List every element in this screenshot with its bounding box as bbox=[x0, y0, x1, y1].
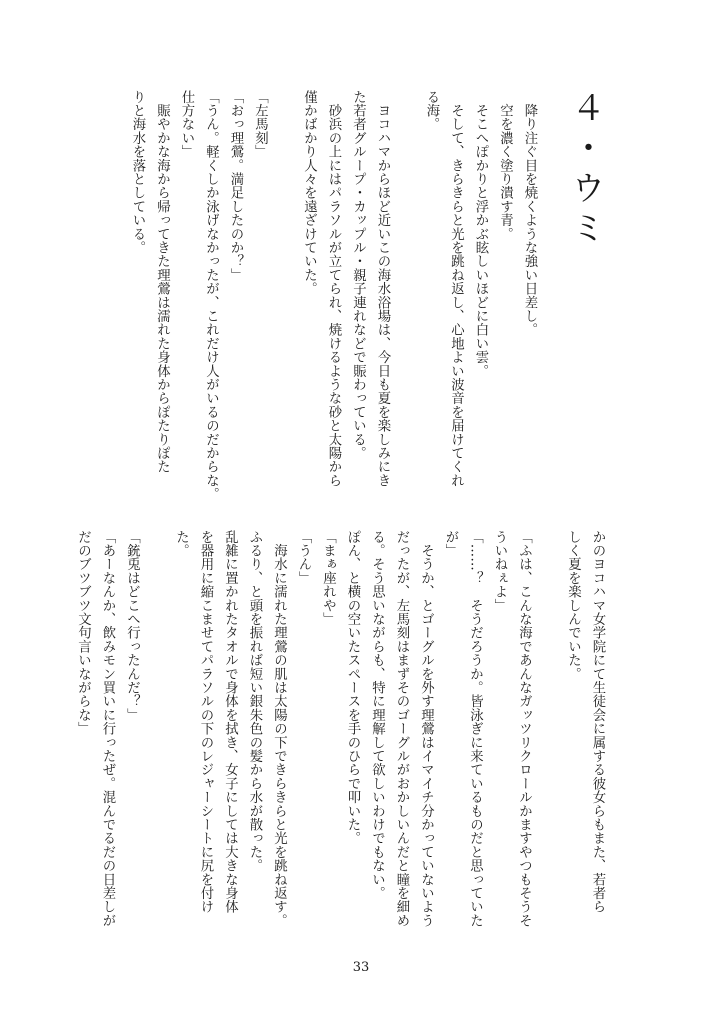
lower-text-line: 乱雑に置かれたタオルで身体を拭き、女子にしては大きな身体 bbox=[222, 530, 238, 914]
lower-text-line: 「まぁ座れや」 bbox=[320, 530, 336, 626]
upper-text-line: 砂浜の上にはパラソルが立てられ、焼けるような砂と太陽から bbox=[326, 90, 341, 488]
lower-text-line: ふるり、と頭を振れば短い銀朱色の髪から水が散った。 bbox=[247, 530, 262, 873]
lower-text-line: 「あーなんか、飲みモン買いに行ったぜ。混んでるだの日差しが bbox=[100, 530, 115, 928]
upper-text-line: 「左馬刻」 bbox=[252, 90, 268, 159]
upper-text-line: そして、きらきらと光を跳ね返し、心地よい波音を届けてくれ bbox=[448, 90, 464, 488]
lower-text-line: る。そう思いながらも、特に理解して欲しいわけでもない。 bbox=[369, 530, 385, 900]
lower-text-line: だったが、左馬刻はまずそのゴーグルがおかしいんだと瞳を細め bbox=[394, 530, 409, 928]
upper-text-line: 仕方ない」 bbox=[179, 90, 194, 159]
upper-text-line: 賑やかな海から帰ってきた理鶯は濡れた身体からぽたりぽた bbox=[154, 90, 170, 474]
lower-text-line: しく夏を楽しんでいた。 bbox=[565, 530, 581, 681]
chapter-title: ４・ウミ bbox=[565, 90, 605, 250]
upper-text-line: 僅かばかり人々を遠ざけていた。 bbox=[301, 90, 317, 296]
lower-text-line: かのヨコハマ女学院にて生徒会に属する彼女らもまた、若者ら bbox=[590, 530, 605, 914]
lower-text-line: 「……？ そうだろうか。皆泳ぎに来ているものだと思っていた bbox=[467, 530, 483, 928]
lower-text-line: を器用に縮こませてパラソルの下のレジャーシートに尻を付け bbox=[198, 530, 213, 914]
upper-text-line: 「うん。軽くしか泳げなかったが、これだけ人がいるのだからな。 bbox=[203, 90, 219, 501]
lower-text-line: た。 bbox=[173, 530, 189, 558]
lower-text-line: 海水に濡れた理鶯の肌は太陽の下できらきらと光を跳ね返す。 bbox=[271, 530, 287, 928]
upper-text-line: 降り注ぐ目を焼くような強い日差し。 bbox=[522, 90, 537, 337]
upper-text-line: ヨコハマからほど近いこの海水浴場は、今日も夏を楽しみにき bbox=[375, 90, 390, 488]
upper-text-line: 「おっ理鶯。満足したのか？」 bbox=[228, 90, 243, 282]
upper-text-line: る海。 bbox=[424, 90, 439, 132]
upper-text-line: りと海水を落としている。 bbox=[130, 90, 145, 255]
lower-text-line: ういねぇよ」 bbox=[492, 530, 507, 613]
upper-text-line: た若者グループ・カップル・親子連れなどで賑わっている。 bbox=[350, 90, 366, 460]
lower-text-line: そうか、とゴーグルを外す理鶯はイマイチ分かっていないよう bbox=[418, 530, 434, 928]
lower-text-line: が」 bbox=[443, 530, 458, 558]
page-number: 33 bbox=[352, 960, 370, 975]
lower-text-line: 「ふは、こんな海であんなガッツリクロールかますやつもそうそ bbox=[516, 530, 532, 928]
lower-text-line: 「銃兎はどこへ行ったんだ？」 bbox=[124, 530, 140, 722]
lower-text-line: ぽん、と横の空いたスペースを手のひらで叩いた。 bbox=[345, 530, 360, 846]
upper-text-line: 空を濃く塗り潰す青。 bbox=[497, 90, 513, 241]
lower-text-line: だのブツブツ文句言いながらな」 bbox=[75, 530, 91, 736]
upper-text-line: そこへぽかりと浮かぶ眩しいほどに白い雲。 bbox=[473, 90, 488, 378]
lower-text-line: 「うん」 bbox=[296, 530, 311, 585]
